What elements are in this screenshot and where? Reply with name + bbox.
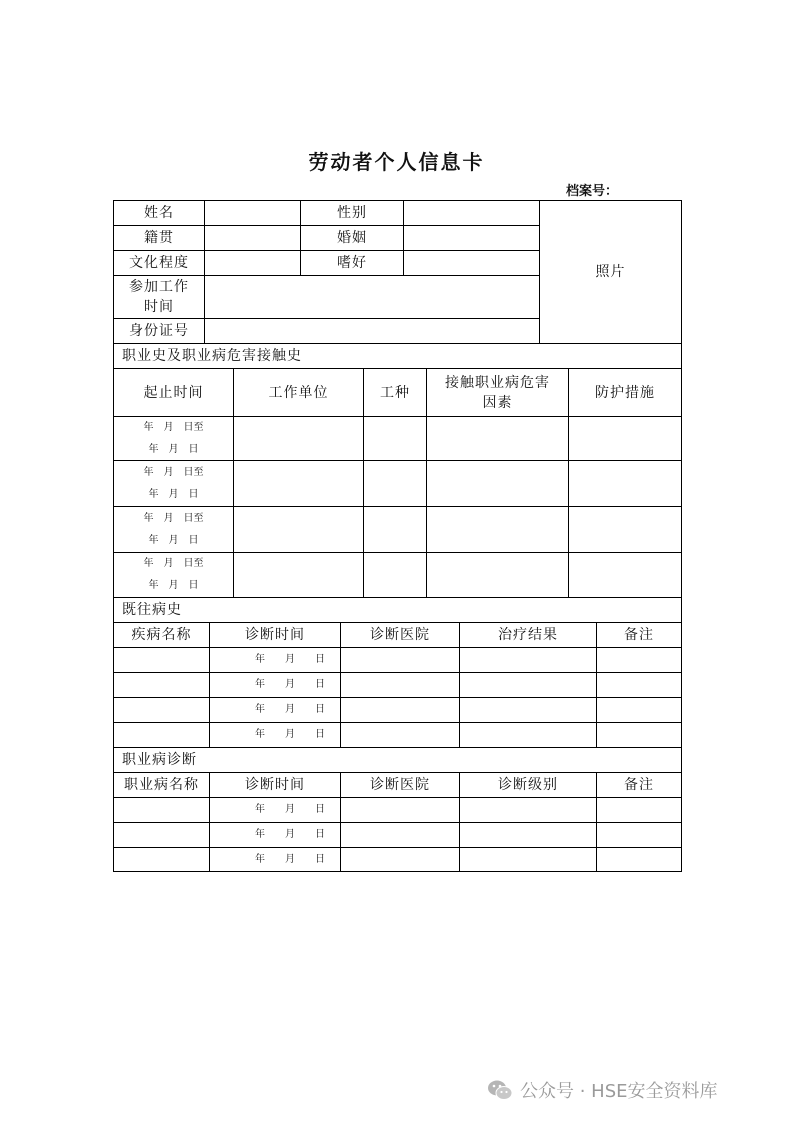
diagnosis-level-cell[interactable] xyxy=(459,847,597,872)
diagnosis-remarks-cell[interactable] xyxy=(596,847,682,872)
history-result-cell[interactable] xyxy=(459,647,597,673)
diagnosis-remarks-cell[interactable] xyxy=(596,822,682,848)
page-title: 劳动者个人信息卡 xyxy=(308,150,485,174)
history-remarks-cell[interactable] xyxy=(596,672,682,698)
field-gender[interactable] xyxy=(403,200,540,226)
period-end: 年 月 日 xyxy=(148,443,199,455)
history-disease-cell[interactable] xyxy=(113,647,210,673)
header-diagnosis-hospital: 诊断医院 xyxy=(340,772,460,798)
label-work-start-line1: 参加工作 xyxy=(129,279,189,295)
history-date-cell[interactable]: 年 月 日 xyxy=(209,647,341,673)
history-date-cell[interactable]: 年 月 日 xyxy=(209,672,341,698)
header-hazard-factors: 接触职业病危害因素 xyxy=(426,368,569,417)
field-id-number[interactable] xyxy=(204,318,540,344)
diagnosis-hospital-cell[interactable] xyxy=(340,847,460,872)
field-education[interactable] xyxy=(204,250,301,276)
header-diagnosis-time: 诊断时间 xyxy=(209,772,341,798)
history-hospital-cell[interactable] xyxy=(340,697,460,723)
header-diagnosis-level: 诊断级别 xyxy=(459,772,597,798)
history-date-cell[interactable]: 年 月 日 xyxy=(209,697,341,723)
occupation-hazard-cell[interactable] xyxy=(426,552,569,598)
period-start: 年 月 日至 xyxy=(143,558,204,569)
history-disease-cell[interactable] xyxy=(113,672,210,698)
field-marital[interactable] xyxy=(403,225,540,251)
history-hospital-cell[interactable] xyxy=(340,647,460,673)
diagnosis-level-cell[interactable] xyxy=(459,822,597,848)
section-occupational-diagnosis: 职业病诊断 xyxy=(113,747,682,773)
history-hospital-cell[interactable] xyxy=(340,722,460,748)
diagnosis-date-cell[interactable]: 年 月 日 xyxy=(209,847,341,872)
archive-number-label: 档案号： xyxy=(566,184,619,199)
label-id-number: 身份证号 xyxy=(113,318,205,344)
occupation-work-unit-cell[interactable] xyxy=(233,460,364,507)
history-result-cell[interactable] xyxy=(459,722,597,748)
occupation-hazard-cell[interactable] xyxy=(426,416,569,461)
occupation-protection-cell[interactable] xyxy=(568,416,682,461)
period-end: 年 月 日 xyxy=(148,488,199,500)
diagnosis-disease-cell[interactable] xyxy=(113,797,210,823)
history-remarks-cell[interactable] xyxy=(596,697,682,723)
header-occupational-disease-name: 职业病名称 xyxy=(113,772,210,798)
history-disease-cell[interactable] xyxy=(113,722,210,748)
label-marital: 婚姻 xyxy=(300,225,404,251)
history-disease-cell[interactable] xyxy=(113,697,210,723)
diagnosis-date-cell[interactable]: 年 月 日 xyxy=(209,822,341,848)
label-native-place: 籍贯 xyxy=(113,225,205,251)
wechat-icon xyxy=(486,1078,514,1102)
occupation-period-cell[interactable] xyxy=(113,460,234,507)
header-remarks: 备注 xyxy=(596,622,682,648)
label-name: 姓名 xyxy=(113,200,205,226)
diagnosis-remarks-cell[interactable] xyxy=(596,797,682,823)
header-disease-name: 疾病名称 xyxy=(113,622,210,648)
section-occupation-history: 职业史及职业病危害接触史 xyxy=(113,343,682,369)
diagnosis-hospital-cell[interactable] xyxy=(340,797,460,823)
field-native-place[interactable] xyxy=(204,225,301,251)
period-end: 年 月 日 xyxy=(148,580,199,591)
period-start: 年 月 日至 xyxy=(143,421,204,433)
occupation-period-cell[interactable] xyxy=(113,416,234,461)
field-work-start-time[interactable] xyxy=(204,275,540,319)
history-date-cell[interactable]: 年 月 日 xyxy=(209,722,341,748)
occupation-job-type-cell[interactable] xyxy=(363,416,427,461)
diagnosis-disease-cell[interactable] xyxy=(113,847,210,872)
header-protective-measures: 防护措施 xyxy=(568,368,682,417)
photo-box[interactable]: 照片 xyxy=(539,200,682,344)
occupation-job-type-cell[interactable] xyxy=(363,506,427,553)
occupation-protection-cell[interactable] xyxy=(568,506,682,553)
occupation-protection-cell[interactable] xyxy=(568,552,682,598)
header-work-unit: 工作单位 xyxy=(233,368,364,417)
occupation-period-cell[interactable] xyxy=(113,552,234,598)
header-treatment-result: 治疗结果 xyxy=(459,622,597,648)
occupation-work-unit-cell[interactable] xyxy=(233,416,364,461)
occupation-job-type-cell[interactable] xyxy=(363,460,427,507)
header-job-type: 工种 xyxy=(363,368,427,417)
field-hobby[interactable] xyxy=(403,250,540,276)
header-period: 起止时间 xyxy=(113,368,234,417)
diagnosis-disease-cell[interactable] xyxy=(113,822,210,848)
label-work-start-line2: 时间 xyxy=(144,299,174,315)
watermark xyxy=(486,1077,718,1103)
history-result-cell[interactable] xyxy=(459,697,597,723)
field-name[interactable] xyxy=(204,200,301,226)
history-remarks-cell[interactable] xyxy=(596,722,682,748)
diagnosis-hospital-cell[interactable] xyxy=(340,822,460,848)
occupation-hazard-cell[interactable] xyxy=(426,506,569,553)
occupation-period-cell[interactable] xyxy=(113,506,234,553)
occupation-protection-cell[interactable] xyxy=(568,460,682,507)
period-end: 年 月 日 xyxy=(148,534,199,546)
history-remarks-cell[interactable] xyxy=(596,647,682,673)
label-gender: 性别 xyxy=(300,200,404,226)
period-start: 年 月 日至 xyxy=(143,466,204,478)
header-diagnosis-hospital: 诊断医院 xyxy=(340,622,460,648)
header-remarks: 备注 xyxy=(596,772,682,798)
history-result-cell[interactable] xyxy=(459,672,597,698)
label-hobby: 嗜好 xyxy=(300,250,404,276)
header-diagnosis-time: 诊断时间 xyxy=(209,622,341,648)
occupation-work-unit-cell[interactable] xyxy=(233,552,364,598)
watermark-text: 公众号 · HSE安全资料库 xyxy=(520,1081,718,1102)
section-past-medical-history: 既往病史 xyxy=(113,597,682,623)
period-start: 年 月 日至 xyxy=(143,512,204,524)
label-education: 文化程度 xyxy=(113,250,205,276)
history-hospital-cell[interactable] xyxy=(340,672,460,698)
label-work-start-time xyxy=(113,275,205,319)
diagnosis-level-cell[interactable] xyxy=(459,797,597,823)
diagnosis-date-cell[interactable]: 年 月 日 xyxy=(209,797,341,823)
occupation-work-unit-cell[interactable] xyxy=(233,506,364,553)
occupation-job-type-cell[interactable] xyxy=(363,552,427,598)
occupation-hazard-cell[interactable] xyxy=(426,460,569,507)
